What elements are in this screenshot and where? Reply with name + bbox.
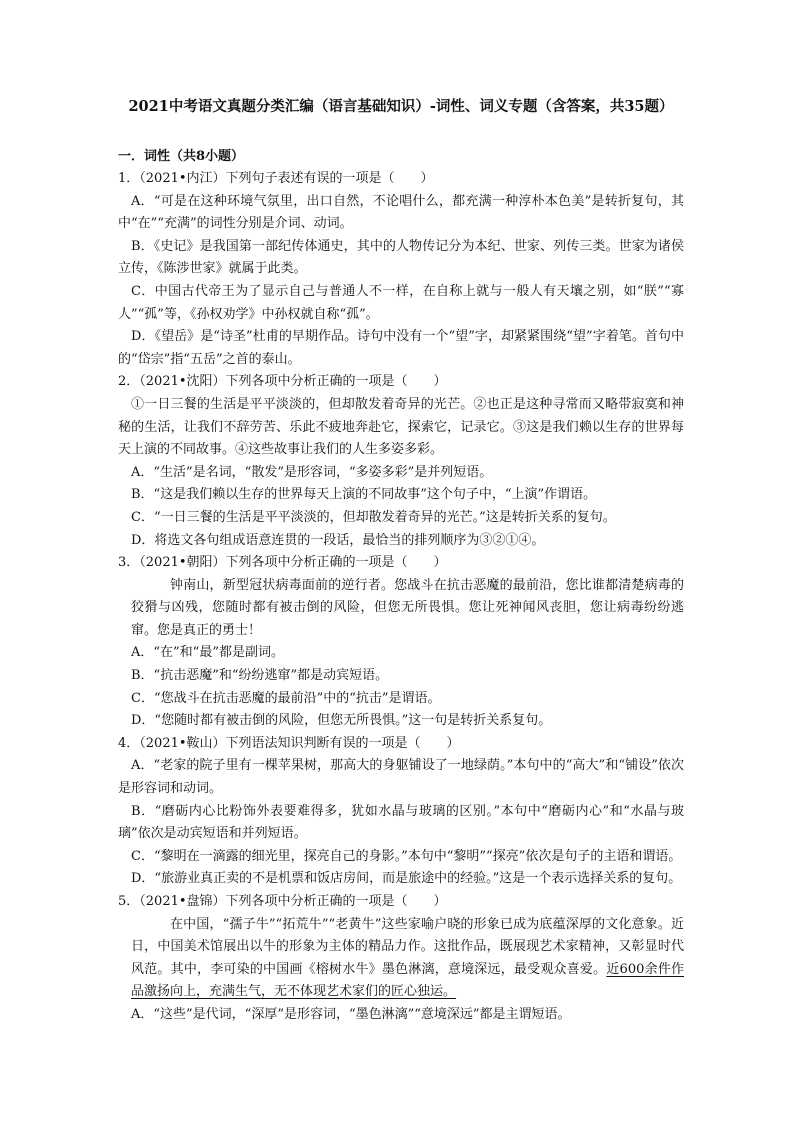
question-stem: 1．（2021•内江）下列句子表述有误的一项是（ ） (118, 171, 434, 186)
question-passage: ①一日三餐的生活是平平淡淡的，但却散发着奇异的光芒。②也正是这种寻常而又略带寂寞和神秘的生活，让我们不辞劳苦、乐此不疲地奔赴它，探索它，记录它。③这是我们赖以生存的世界每天上演的不同故事。④这些故事让我们的人生多姿多彩。 (118, 396, 684, 458)
document-title: 2021中考语文真题分类汇编（语言基础知识）-词性、词义专题（含答案，共35题） (128, 98, 674, 115)
option-a: A．“老家的院子里有一棵苹果树，那高大的身躯铺设了一地绿荫。”本句中的“高大”和“铺设”依次是形容词和动词。 (118, 758, 684, 797)
question-stem: 2．（2021•沈阳）下列各项中分析正确的一项是（ ） (118, 374, 447, 390)
option-c: C．“一日三餐的生活是平平淡淡的，但却散发着奇异的光芒。”这是转折关系的复句。 (131, 509, 616, 525)
option-c: C．“黎明在一滴露的细光里，探亮自己的身影。”本句中“黎明”“探亮”依次是句子的主语和谓语。 (131, 848, 682, 864)
question-stem: 5．（2021•盘锦）下列各项中分析正确的一项是（ ） (118, 894, 447, 909)
option-a: A．“这些”是代词，“深厚”是形容词，“墨色淋漓”“意境深远”都是主谓短语。 (131, 1006, 571, 1022)
question-passage: 钟南山，新型冠状病毒面前的逆行者。您战斗在抗击恶魔的最前沿，您比谁都清楚病毒的狡猾与凶残，您随时都有被击倒的风险，但您无所畏惧。您让死神闻风丧胆，您让病毒纷纷逃窜。您是真正的勇士！ (131, 577, 684, 638)
option-d: D．“您随时都有被击倒的风险，但您无所畏惧。”这一句是转折关系复句。 (131, 713, 552, 729)
question-stem: 3．（2021•朝阳）下列各项中分析正确的一项是（ ） (118, 555, 447, 571)
question-2 (118, 371, 684, 552)
option-d: D．将选文各句组成语意连贯的一段话，最恰当的排列顺序为③②①④。 (131, 532, 545, 548)
option-a: A．“在”和“最”都是副词。 (131, 645, 284, 661)
option-b: B．《史记》是我国第一部纪传体通史，其中的人物传记分为本纪、世家、列传三类。世家为诸侯立传，《陈涉世家》就属于此类。 (118, 238, 684, 277)
option-d: D．《望岳》是“诗圣”杜甫的早期作品。诗句中没有一个“望”字，却紧紧围绕“望”字着笔。首句中的“岱宗”指“五岳”之首的泰山。 (118, 329, 684, 367)
option-b: B．“磨砺内心比粉饰外表要难得多，犹如水晶与玻璃的区别。”本句中“磨砺内心”和“水晶与玻璃”依次是动宾短语和并列短语。 (118, 803, 684, 842)
option-b: B．“这是我们赖以生存的世界每天上演的不同故事”这个句子中，“上演”作谓语。 (131, 487, 597, 503)
question-1 (118, 168, 684, 371)
question-passage (118, 914, 684, 1004)
question-3 (118, 552, 684, 733)
option-b: B．“抗击恶魔”和“纷纷逃窜”都是动宾短语。 (131, 668, 389, 684)
option-a: A．“可是在这种环境气氛里，出口自然，不论唱什么，都充满一种淳朴本色美”是转折复句，其中“在”“充满”的词性分别是介词、动词。 (118, 193, 684, 232)
question-stem: 4．（2021•鞍山）下列语法知识判断有误的一项是（ ） (118, 735, 460, 751)
question-4 (118, 733, 684, 891)
section-heading: 一．词性（共8小题） (118, 149, 245, 164)
option-c: C．中国古代帝王为了显示自己与普通人不一样，在自称上就与一般人有天壤之别，如“朕”“寡人”“孤”等，《孙权劝学》中孙权就自称“孤”。 (118, 283, 684, 322)
underlined-sentence: 近600余件作品激扬向上，充满生气，无不体现艺术家们的匠心独运。 (131, 961, 684, 1000)
option-c: C．“您战斗在抗击恶魔的最前沿”中的“抗击”是谓语。 (131, 690, 441, 706)
option-a: A．“生活”是名词，“散发”是形容词，“多姿多彩”是并列短语。 (131, 464, 493, 480)
option-d: D．“旅游业真正卖的不是机票和饭店房间，而是旅途中的经验。”这是一个表示选择关系的复句。 (131, 871, 682, 887)
question-5 (118, 891, 684, 1027)
passage-text: 在中国，“孺子牛”“拓荒牛”“老黄牛”这些家喻户晓的形象已成为底蕴深厚的文化意象。近日，中国美术馆展出以牛的形象为主体的精品力作。这批作品，既展现艺术家精神，又彰显时代风范。其中，李可染的中国画《榕树水牛》墨色淋漓，意境深远，最受观众喜爱。 (131, 916, 684, 977)
